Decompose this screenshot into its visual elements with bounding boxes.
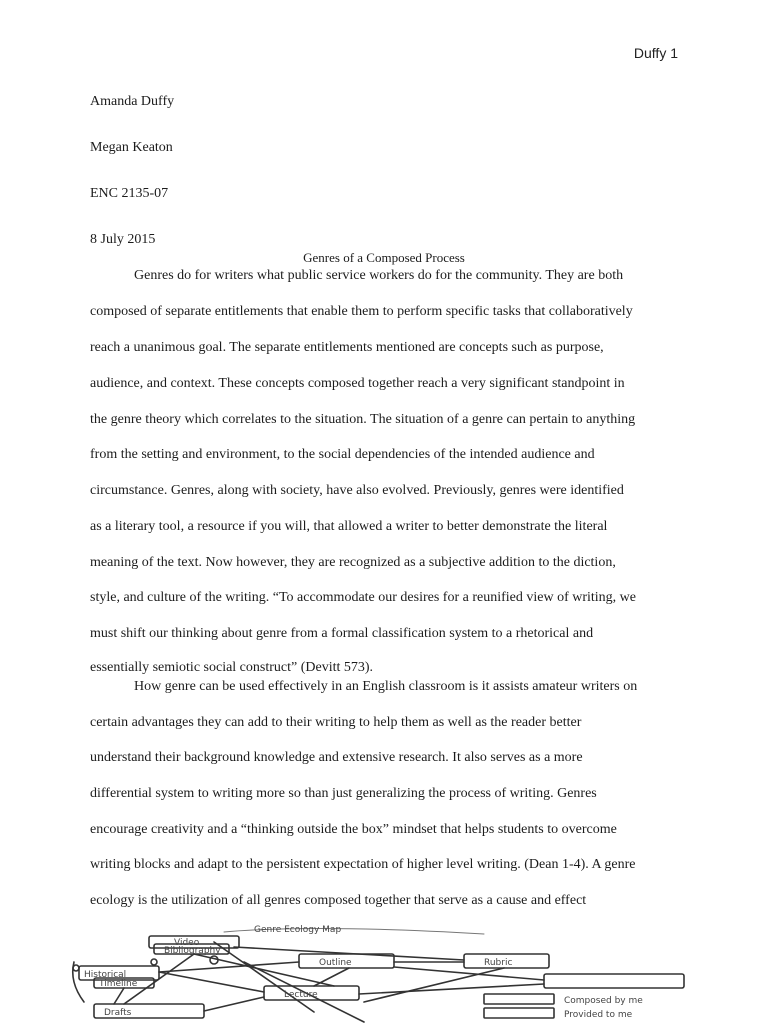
- paragraph-line: style, and culture of the writing. “To accommodate our desires for a reunified view of writing, we: [90, 590, 637, 605]
- genre-ecology-map-sketch: [64, 922, 714, 1024]
- paragraph-line: composed of separate entitlements that enable them to perform specific tasks that collaboratively: [90, 304, 633, 319]
- sketch-drawing: [64, 922, 714, 1024]
- sketch-label: Timeline: [99, 979, 138, 989]
- author-name: Amanda Duffy: [90, 94, 175, 109]
- essay-title: Genres of a Composed Process: [303, 250, 465, 265]
- running-head: Duffy 1: [633, 45, 678, 61]
- date: 8 July 2015: [90, 232, 156, 247]
- paragraph-line: writing blocks and adapt to the persistent expectation of higher level writing. (Dean 1-4). A genre: [90, 857, 636, 872]
- paragraph-line: How genre can be used effectively in an English classroom is it assists amateur writers on: [134, 679, 638, 694]
- paragraph-line: certain advantages they can add to their writing to help them as well as the reader better: [90, 715, 582, 730]
- paragraph-line: encourage creativity and a “thinking outside the box” mindset that helps students to overcome: [90, 822, 617, 837]
- paragraph-line: differential system to writing more so than just generalizing the process of writing. Genres: [90, 786, 597, 801]
- sketch-label: Drafts: [104, 1008, 132, 1018]
- paragraph-line: the genre theory which correlates to the situation. The situation of a genre can pertain to anything: [90, 412, 636, 427]
- paragraph-line: as a literary tool, a resource if you will, that allowed a writer to better demonstrate the literal: [90, 519, 608, 534]
- paragraph-line: understand their background knowledge and extensive research. It also serves as a more: [90, 750, 583, 765]
- course-code: ENC 2135-07: [90, 186, 169, 201]
- sketch-label: Historical: [84, 970, 127, 980]
- sketch-legend: Composed by me: [564, 996, 643, 1006]
- sketch-label: Outline: [319, 958, 352, 968]
- paragraph-line: Genres do for writers what public service workers do for the community. They are both: [134, 268, 624, 283]
- sketch-legend: Provided to me: [564, 1010, 633, 1020]
- sketch-title: Genre Ecology Map: [254, 925, 342, 935]
- sketch-label: Lecture: [284, 990, 318, 1000]
- sketch-label: Video: [174, 938, 200, 948]
- paragraph-line: ecology is the utilization of all genres composed together that serve as a cause and effect: [90, 893, 587, 908]
- paragraph-line: essentially semiotic social construct” (Devitt 573).: [90, 660, 374, 675]
- paragraph-line: must shift our thinking about genre from a formal classification system to a rhetorical and: [90, 626, 594, 641]
- sketch-label: Bibliography: [164, 946, 221, 956]
- sketch-label: Rubric: [484, 958, 513, 968]
- paragraph-line: audience, and context. These concepts composed together reach a very significant standpoint in: [90, 376, 625, 391]
- paragraph-line: circumstance. Genres, along with society, have also evolved. Previously, genres were identified: [90, 483, 624, 498]
- paragraph-line: reach a unanimous goal. The separate entitlements mentioned are concepts such as purpose,: [90, 340, 604, 355]
- paragraph-line: from the setting and environment, to the social dependencies of the intended audience and: [90, 447, 595, 462]
- instructor-name: Megan Keaton: [90, 140, 173, 155]
- paragraph-line: meaning of the text. Now however, they are recognized as a subjective addition to the diction,: [90, 555, 616, 570]
